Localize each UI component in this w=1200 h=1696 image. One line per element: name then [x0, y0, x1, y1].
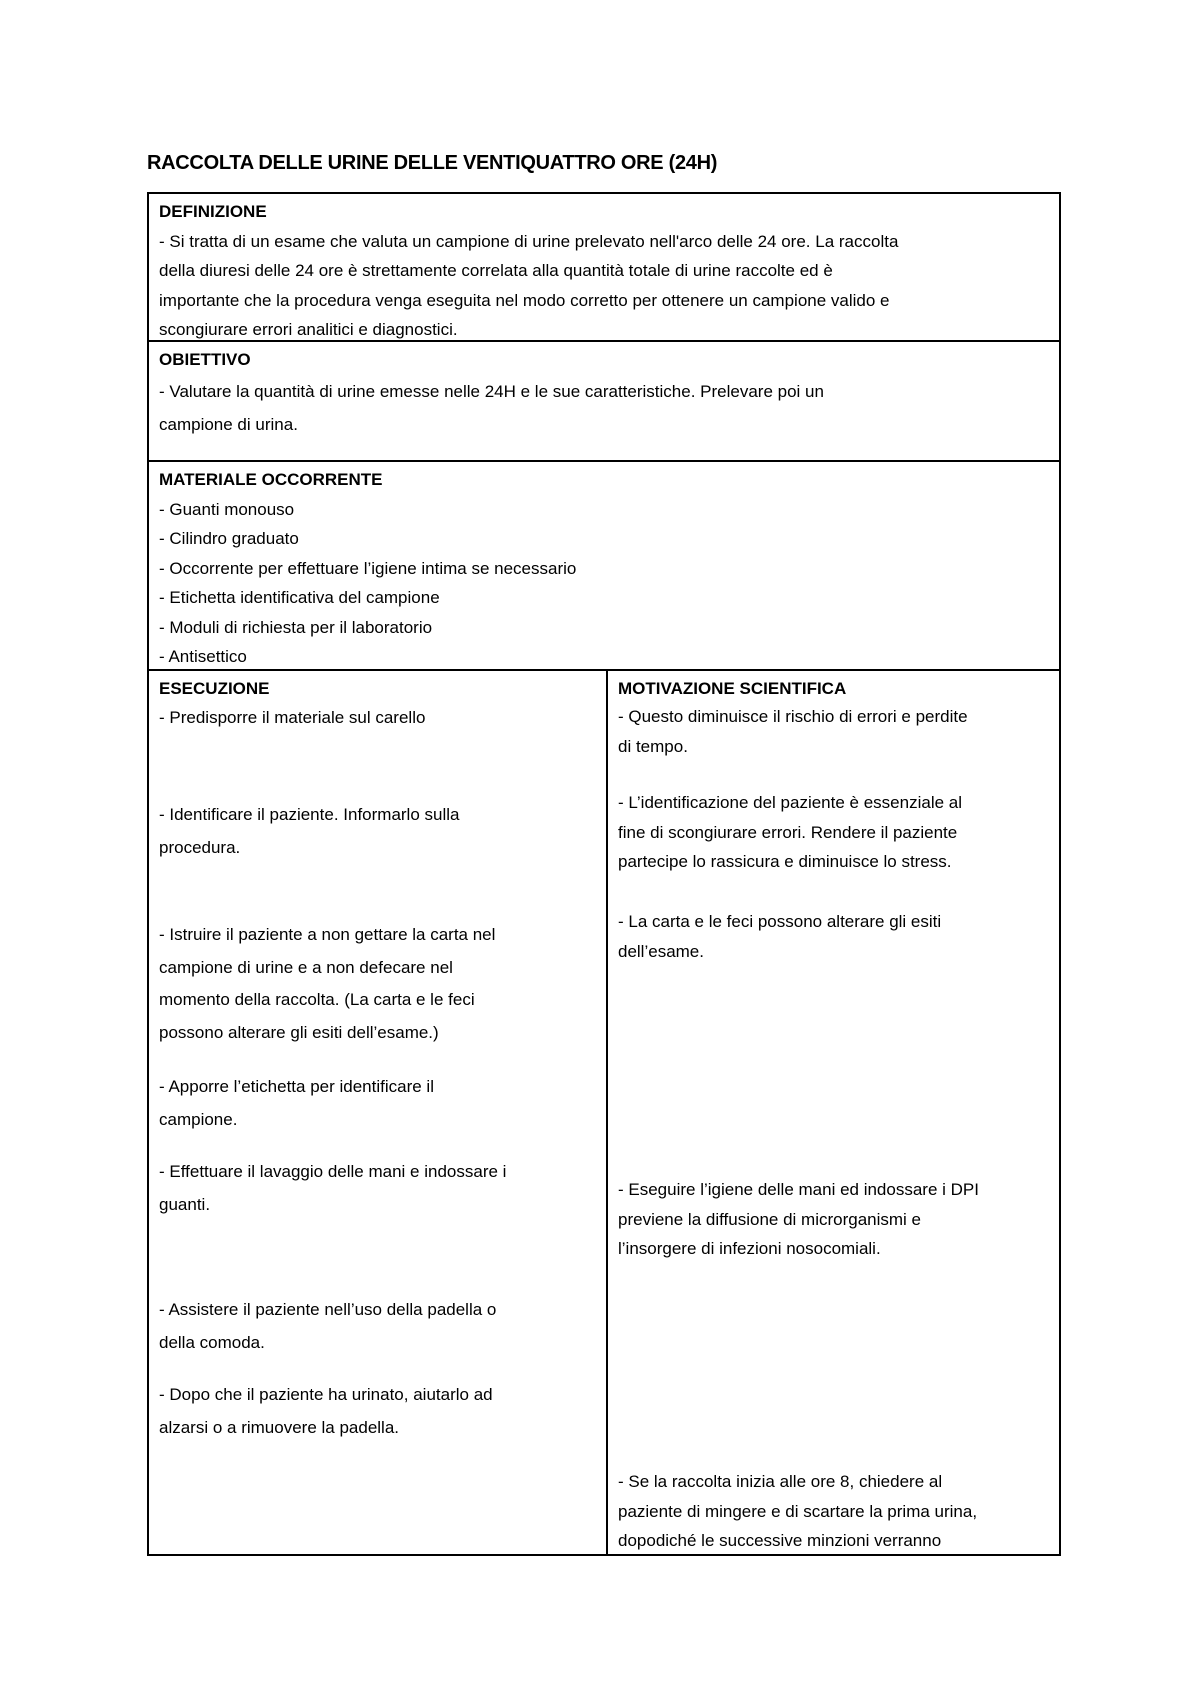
definizione-line: importante che la procedura venga eseguita nel modo corretto per ottenere un campione valido e	[159, 290, 890, 310]
note-line: - L’identificazione del paziente è essenziale al	[618, 793, 963, 812]
step-line: - Effettuare il lavaggio delle mani e indossare i	[159, 1162, 507, 1181]
note-line: dell’esame.	[618, 941, 704, 961]
esecuzione-heading: ESECUZIONE	[159, 679, 270, 698]
motivazione-heading: MOTIVAZIONE SCIENTIFICA	[618, 679, 847, 698]
esecuzione-step	[159, 1294, 598, 1359]
note-line: fine di scongiurare errori. Rendere il paziente	[618, 822, 958, 842]
materiale-item: - Antisettico	[159, 647, 247, 666]
motivazione-note	[618, 1175, 1051, 1264]
definizione-heading: DEFINIZIONE	[159, 202, 267, 221]
esecuzione-step	[159, 1071, 598, 1136]
motivazione-heading-block	[618, 674, 1051, 704]
esecuzione-heading-block	[159, 674, 598, 704]
esecuzione-column	[149, 671, 608, 1554]
note-line: l’insorgere di infezioni nosocomiali.	[618, 1239, 881, 1258]
note-line: previene la diffusione di microrganismi e	[618, 1209, 922, 1229]
step-line: - Assistere il paziente nell’uso della padella o	[159, 1300, 497, 1319]
step-line: campione di urine e a non defecare nel	[159, 957, 453, 977]
materiale-item: - Cilindro graduato	[159, 529, 299, 548]
definizione-line: - Si tratta di un esame che valuta un campione di urine prelevato nell'arco delle 24 ore. La raccolta	[159, 231, 899, 251]
note-line: paziente di mingere e di scartare la prima urina,	[618, 1501, 978, 1521]
page-title: RACCOLTA DELLE URINE DELLE VENTIQUATTRO ORE (24H)	[147, 152, 718, 174]
step-line: procedura.	[159, 837, 241, 857]
step-line: - Predisporre il materiale sul carello	[159, 708, 426, 727]
obiettivo-line: - Valutare la quantità di urine emesse nelle 24H e le sue caratteristiche. Prelevare poi un	[159, 381, 824, 401]
note-line: - Se la raccolta inizia alle ore 8, chiedere al	[618, 1472, 943, 1491]
materiale-heading: MATERIALE OCCORRENTE	[159, 470, 383, 489]
materiale-section	[147, 460, 1061, 671]
note-line: - Questo diminuisce il rischio di errori e perdite	[618, 707, 968, 726]
obiettivo-line: campione di urina.	[159, 414, 298, 434]
note-line: partecipe lo rassicura e diminuisce lo stress.	[618, 852, 952, 871]
materiale-item: - Moduli di richiesta per il laboratorio	[159, 617, 433, 637]
step-line: possono alterare gli esiti dell’esame.)	[159, 1022, 439, 1042]
note-line: dopodiché le successive minzioni verranno	[618, 1531, 942, 1550]
definizione-section	[147, 192, 1061, 342]
step-line: - Dopo che il paziente ha urinato, aiutarlo ad	[159, 1385, 493, 1404]
definizione-line: della diuresi delle 24 ore è strettamente correlata alla quantità totale di urine raccolte ed è	[159, 261, 833, 280]
obiettivo-section	[147, 340, 1061, 462]
obiettivo-heading: OBIETTIVO	[159, 350, 251, 369]
step-line: - Istruire il paziente a non gettare la carta nel	[159, 925, 496, 944]
esecuzione-step	[159, 702, 598, 735]
step-line: guanti.	[159, 1194, 211, 1214]
motivazione-note	[618, 1467, 1051, 1556]
esecuzione-table	[147, 669, 1061, 1556]
esecuzione-step	[159, 799, 598, 864]
materiale-item: - Guanti monouso	[159, 499, 295, 519]
motivazione-note	[618, 788, 1051, 877]
motivazione-note	[618, 907, 1051, 966]
step-line: campione.	[159, 1109, 238, 1129]
materiale-item: - Etichetta identificativa del campione	[159, 588, 440, 607]
motivazione-column	[608, 671, 1059, 1554]
step-line: - Identificare il paziente. Informarlo sulla	[159, 805, 460, 824]
materiale-item: - Occorrente per effettuare l’igiene intima se necessario	[159, 558, 577, 578]
motivazione-note	[618, 702, 1051, 761]
note-line: - La carta e le feci possono alterare gli esiti	[618, 912, 942, 931]
esecuzione-step	[159, 1379, 598, 1444]
definizione-line: scongiurare errori analitici e diagnostici.	[159, 320, 458, 339]
step-line: alzarsi o a rimuovere la padella.	[159, 1417, 400, 1437]
esecuzione-step	[159, 919, 598, 1049]
note-line: di tempo.	[618, 736, 688, 756]
step-line: momento della raccolta. (La carta e le feci	[159, 990, 475, 1009]
note-line: - Eseguire l’igiene delle mani ed indossare i DPI	[618, 1180, 979, 1199]
step-line: della comoda.	[159, 1332, 265, 1352]
step-line: - Apporre l’etichetta per identificare il	[159, 1077, 434, 1096]
esecuzione-step	[159, 1156, 598, 1221]
